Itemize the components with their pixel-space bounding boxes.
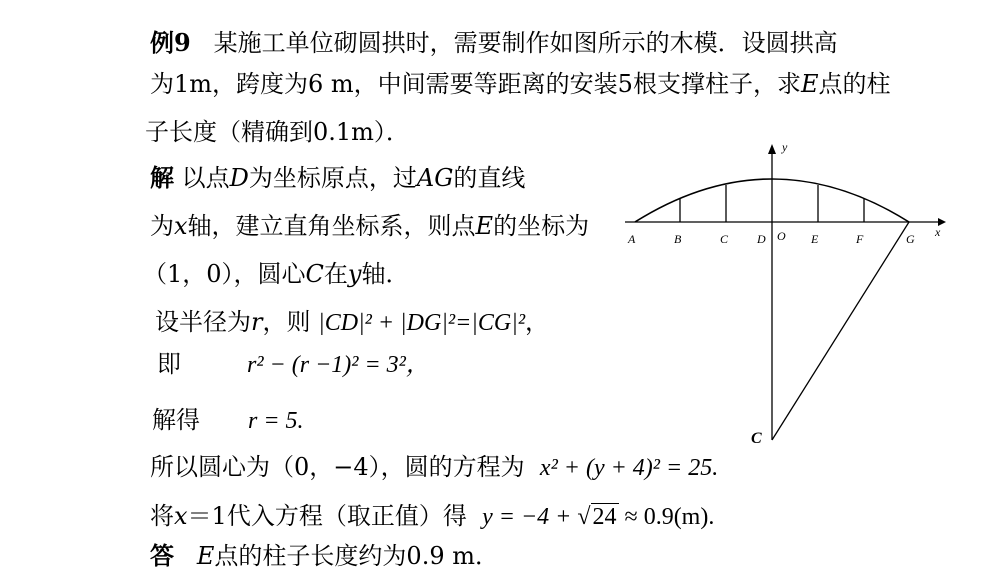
s1b: 为坐标原点，过 xyxy=(248,164,417,192)
answer-line xyxy=(150,541,499,571)
label-o: O xyxy=(777,229,786,243)
solution-line-8 xyxy=(150,501,714,532)
label-x: x xyxy=(935,225,941,239)
solution-line-7 xyxy=(150,452,718,483)
s8x: x xyxy=(174,502,188,530)
label-y: y xyxy=(782,140,788,154)
pythagoras-equation: |CD|² + |DG|²=|CG|² xyxy=(318,310,526,336)
answer-tag: 答 xyxy=(150,541,174,570)
solution-line-1 xyxy=(150,163,525,193)
problem-line-2 xyxy=(150,69,890,99)
solution-line-5 xyxy=(157,349,430,380)
s2e: E xyxy=(475,212,494,240)
s4b: ，则 xyxy=(262,308,311,336)
s1c: 的直线 xyxy=(453,164,526,192)
answer-e: E xyxy=(196,542,215,570)
s7a: 所以圆心为（0，−4），圆的方程为 xyxy=(150,453,525,481)
example-tag: 例9 xyxy=(150,28,191,57)
label-g: G xyxy=(906,232,915,246)
problem-line-3: 子长度（精确到0.1m）． xyxy=(145,118,410,146)
label-a: A xyxy=(628,232,636,246)
s8a: 将 xyxy=(150,502,174,530)
label-d: D xyxy=(757,232,766,246)
s4a: 设半径为 xyxy=(155,308,251,336)
problem-text-2b: 点的柱 xyxy=(818,70,891,98)
solution-line-4 xyxy=(155,307,549,338)
s5a: 即 xyxy=(157,350,181,378)
s3y: y xyxy=(347,260,362,288)
label-b: B xyxy=(674,232,682,246)
problem-text-1: 某施工单位砌圆拱时，需要制作如图所示的木模．设圆拱高 xyxy=(213,29,838,57)
y-equation: y = −4 + xyxy=(482,504,578,530)
s3a: （1，0），圆心 xyxy=(143,260,306,288)
s2b: 轴，建立直角坐标系，则点 xyxy=(187,212,476,240)
radicand: 24 xyxy=(592,504,617,530)
s3c: C xyxy=(305,260,324,288)
s1ag: AG xyxy=(416,164,454,192)
solution-tag: 解 xyxy=(150,163,174,192)
label-f: F xyxy=(856,232,864,246)
arch-diagram xyxy=(620,140,955,445)
s2c: 的坐标为 xyxy=(493,212,590,240)
s3b: 在 xyxy=(323,260,348,288)
s6a: 解得 xyxy=(152,406,200,434)
solution-line-3 xyxy=(143,259,409,289)
label-c-axis: C xyxy=(720,232,729,246)
s4end: ， xyxy=(525,308,550,336)
label-e: E xyxy=(811,232,819,246)
s4r: r xyxy=(251,308,263,336)
radius-cg xyxy=(772,222,909,440)
sqrt-symbol: √ xyxy=(577,504,591,530)
label-center-c: C xyxy=(751,430,762,445)
s1d: D xyxy=(229,164,249,192)
answer-text: 点的柱子长度约为0.9 m． xyxy=(214,542,499,570)
problem-text-2a: 为1m，跨度为6 m，中间需要等距离的安装5根支撑柱子，求 xyxy=(150,70,801,98)
circle-equation: x² + (y + 4)² = 25. xyxy=(539,455,719,481)
solution-line-6 xyxy=(152,405,304,436)
y-result: ≈ 0.9(m). xyxy=(618,504,715,530)
solution-line-2 xyxy=(150,211,589,241)
radius-result: r = 5. xyxy=(248,408,304,434)
s1a: 以点 xyxy=(181,164,230,192)
s2a: 为 xyxy=(150,212,174,240)
s2x: x xyxy=(174,212,188,240)
s8b: ＝1代入方程（取正值）得 xyxy=(187,502,467,530)
s3d: 轴． xyxy=(361,260,410,288)
radius-equation: r² − (r −1)² = 3²， xyxy=(247,352,430,378)
point-e-label: E xyxy=(800,70,819,98)
y-axis-arrow xyxy=(768,144,776,154)
problem-line-1 xyxy=(150,28,838,58)
